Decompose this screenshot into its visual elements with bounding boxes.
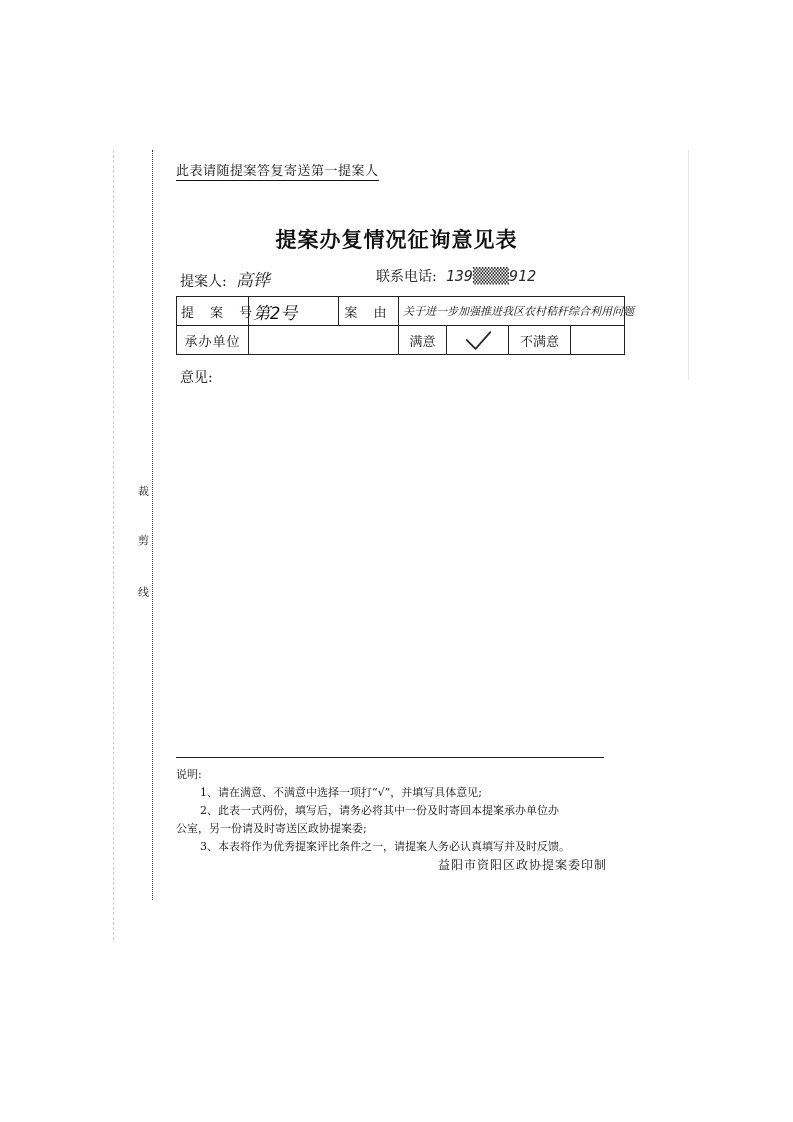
printer-credit: 益阳市资阳区政协提案委印制 (437, 858, 607, 872)
table-row (177, 326, 625, 355)
unsatisfied-checkbox[interactable] (571, 326, 625, 355)
unsatisfied-label: 不满意 (509, 326, 571, 355)
scan-edge-right (688, 150, 689, 380)
top-note: 此表请随提案答复寄送第一提案人 (176, 160, 379, 181)
phone-row (376, 266, 536, 286)
proposer-value: 高铧 (235, 271, 270, 291)
satisfied-label: 满意 (399, 326, 447, 355)
cut-line (152, 150, 153, 900)
proposal-no-label: 提 案 号 (177, 297, 249, 326)
proposal-table (176, 296, 634, 355)
proposer-label: 提案人: (180, 274, 227, 290)
cause-label: 案 由 (339, 297, 399, 326)
proposer-row (180, 266, 270, 291)
cut-line-char-2: 剪 (138, 534, 149, 547)
unit-value (249, 326, 399, 355)
proposal-no-value: 第2号 (249, 297, 339, 326)
notes-heading: 说明: (176, 768, 202, 781)
note-item: 3、本表将作为优秀提案评比条件之一，请提案人务必认真填写并及时反馈。 (200, 840, 570, 853)
note-item: 1、请在满意、不满意中选择一项打“√”，并填写具体意见; (200, 786, 482, 799)
notes-divider (176, 757, 604, 758)
notes (176, 766, 608, 856)
page-title: 提案办复情况征询意见表 (275, 227, 518, 252)
note-item: 2、此表一式两份，填写后，请务必将其中一份及时寄回本提案承办单位办 (200, 804, 559, 817)
satisfied-checkbox[interactable] (447, 326, 509, 355)
phone-value: 139▒▒▒▒912 (445, 267, 537, 285)
note-item: 公室，另一份请及时寄送区政协提案委; (176, 822, 367, 835)
scan-edge-left (113, 150, 114, 940)
phone-label: 联系电话: (376, 269, 437, 285)
opinion-label: 意见: (180, 370, 213, 386)
cut-line-char-3: 线 (138, 586, 149, 599)
unit-label: 承办单位 (177, 326, 249, 355)
table-row (177, 297, 625, 326)
check-mark-icon (451, 328, 504, 352)
cut-line-char-1: 裁 (138, 485, 149, 498)
cause-value: 关于进一步加强推进我区农村秸秆综合利用问题 (399, 297, 625, 326)
opinion-area[interactable] (176, 392, 616, 742)
